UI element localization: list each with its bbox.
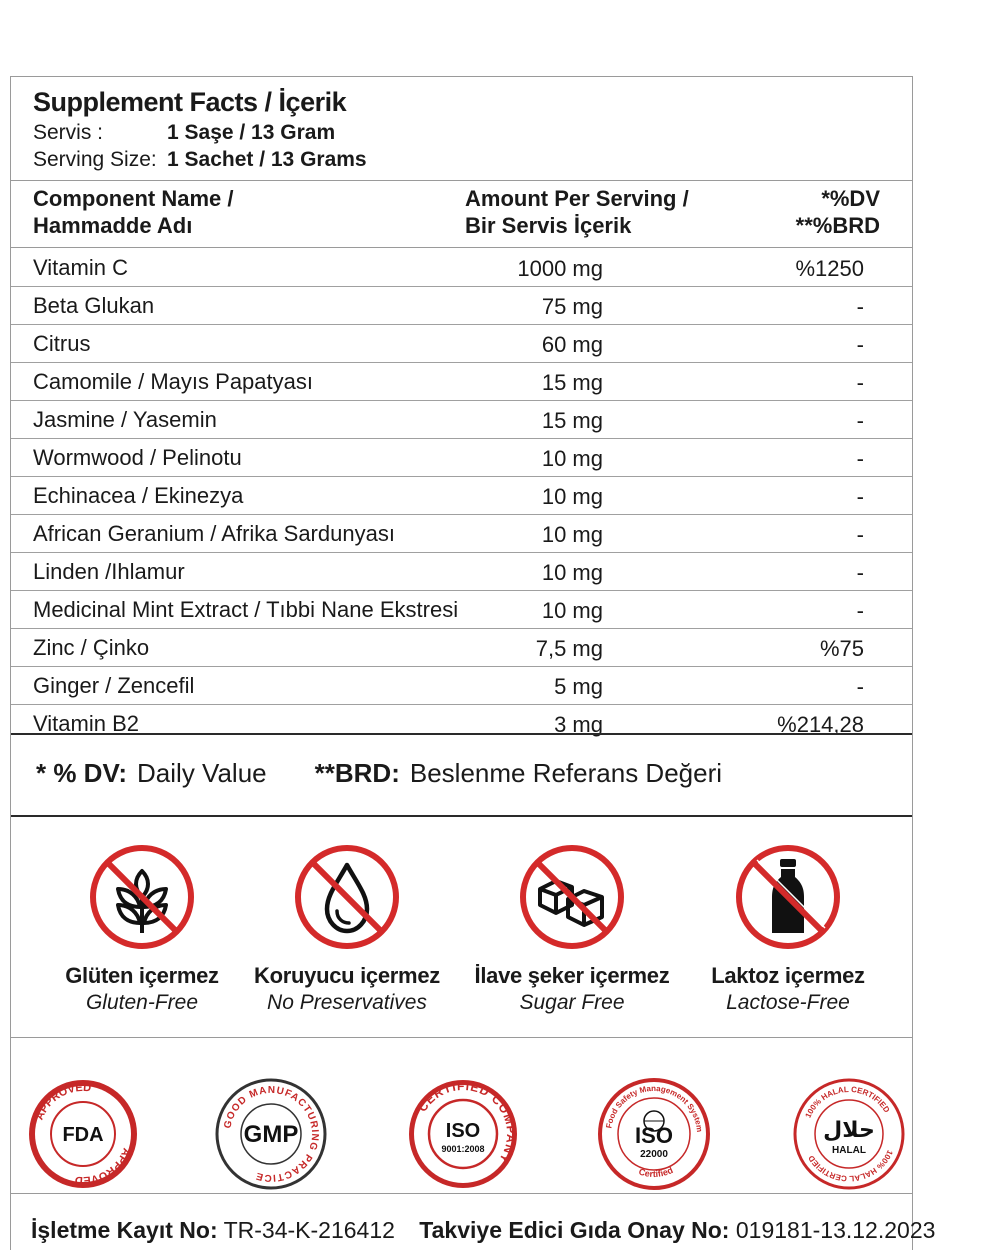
registration-label: İşletme Kayıt No: <box>31 1217 218 1243</box>
ingredient-name: Citrus <box>33 331 91 356</box>
svg-text:APPROVED: APPROVED <box>74 1146 133 1187</box>
table-row <box>11 287 912 325</box>
svg-text:APPROVED: APPROVED <box>33 1081 92 1122</box>
icons-divider <box>11 1037 912 1038</box>
legend-brd <box>315 758 722 789</box>
table-bottom-divider <box>11 733 912 735</box>
ingredient-dv: - <box>856 560 864 585</box>
no-preservatives-label-en: No Preservatives <box>267 991 427 1014</box>
svg-text:ISO: ISO <box>445 1120 481 1142</box>
ingredient-amount: 10 mg <box>541 522 603 547</box>
svg-text:Certified: Certified <box>637 1164 675 1180</box>
approval-value: 019181-13.12.2023 <box>735 1217 936 1243</box>
ingredient-dv: - <box>856 484 864 509</box>
no-preservatives-card <box>237 837 457 1015</box>
free-from-icons <box>11 837 912 1057</box>
column-header-amount-line1: Amount Per Serving / <box>465 186 689 211</box>
table-row <box>11 515 912 553</box>
ingredient-amount: 1000 mg <box>517 256 603 281</box>
svg-text:9001:2008: 9001:2008 <box>441 1144 485 1154</box>
svg-text:CERTIFIED COMPANY: CERTIFIED COMPANY <box>415 1078 519 1167</box>
legend-dv-value: Daily Value <box>137 758 267 788</box>
iso-9001-icon <box>406 1077 520 1191</box>
sugar-free-label-tr: İlave şeker içermez <box>474 963 670 988</box>
table-row <box>11 667 912 705</box>
svg-text:100% HALAL CERTIFIED: 100% HALAL CERTIFIED <box>803 1084 892 1120</box>
svg-text:GMP: GMP <box>243 1121 299 1148</box>
gluten-free-label-en: Gluten-Free <box>85 991 199 1014</box>
halal-icon <box>792 1077 906 1191</box>
svg-text:ISO: ISO <box>635 1123 673 1148</box>
gluten-free-label-tr: Glüten içermez <box>65 963 219 988</box>
ingredient-dv: - <box>856 446 864 471</box>
ingredient-name: Ginger / Zencefil <box>33 673 195 698</box>
supplement-facts-panel <box>10 76 936 1250</box>
ingredient-amount: 10 mg <box>541 598 603 623</box>
header-divider <box>11 180 912 181</box>
no-preservatives-label-tr: Koruyucu içermez <box>254 963 440 988</box>
column-header-name-line1: Component Name / <box>33 186 234 211</box>
no-wheat-icon <box>32 843 252 951</box>
no-milk-bottle-icon <box>678 843 898 951</box>
ingredient-name: Wormwood / Pelinotu <box>33 445 242 470</box>
svg-text:100% HALAL CERTIFIED: 100% HALAL CERTIFIED <box>806 1148 895 1184</box>
column-header-name <box>33 185 233 239</box>
footer <box>31 1217 935 1244</box>
registration-value: TR-34-K-216412 <box>223 1217 395 1243</box>
page-title: Supplement Facts / İçerik <box>33 87 347 117</box>
lactose-free-label-en: Lactose-Free <box>726 991 850 1014</box>
serving-en-label: Serving Size: <box>33 148 157 171</box>
ingredient-name: Linden /Ihlamur <box>33 559 185 584</box>
ingredient-dv: - <box>856 598 864 623</box>
table-row <box>11 477 912 515</box>
table-row <box>11 439 912 477</box>
ingredient-name: Echinacea / Ekinezya <box>33 483 244 508</box>
ingredient-amount: 3 mg <box>554 712 603 737</box>
table-row <box>11 705 912 742</box>
ingredient-amount: 10 mg <box>541 560 603 585</box>
column-header-amount-line2: Bir Servis İçerik <box>465 213 632 238</box>
table-row <box>11 249 912 287</box>
ingredient-name: Vitamin B2 <box>33 711 139 736</box>
ingredient-dv: %214,28 <box>777 712 864 737</box>
serving-tr-label: Servis : <box>33 121 104 144</box>
approval-label: Takviye Edici Gıda Onay No: <box>419 1217 730 1243</box>
ingredient-dv: - <box>856 674 864 699</box>
svg-text:حلال: حلال <box>823 1118 875 1143</box>
ingredient-name: African Geranium / Afrika Sardunyası <box>33 521 395 546</box>
no-drop-icon <box>237 843 457 951</box>
sugar-free-card <box>462 837 682 1015</box>
legend-dv-key: * % DV: <box>36 758 128 788</box>
svg-text:GOOD MANUFACTURING PRACTICE: GOOD MANUFACTURING PRACTICE <box>222 1084 321 1184</box>
svg-text:FDA: FDA <box>62 1124 104 1146</box>
ingredient-amount: 5 mg <box>554 674 603 699</box>
table-row <box>11 629 912 667</box>
ingredient-dv: - <box>856 332 864 357</box>
table-row <box>11 401 912 439</box>
ingredient-name: Jasmine / Yasemin <box>33 407 217 432</box>
ingredient-amount: 75 mg <box>541 294 603 319</box>
legend-brd-key: **BRD: <box>314 758 400 788</box>
table-row <box>11 363 912 401</box>
serving-tr-value: 1 Saşe / 13 Gram <box>167 121 336 144</box>
serving-tr <box>33 119 367 146</box>
legend <box>36 758 770 789</box>
ingredient-amount: 7,5 mg <box>535 636 603 661</box>
serving-en-value: 1 Sachet / 13 Grams <box>167 148 367 171</box>
ingredient-name: Beta Glukan <box>33 293 155 318</box>
svg-text:HALAL: HALAL <box>832 1145 866 1156</box>
table-row <box>11 325 912 363</box>
column-header-name-line2: Hammadde Adı <box>33 213 193 238</box>
ingredient-amount: 10 mg <box>541 484 603 509</box>
column-header-amount <box>465 185 689 239</box>
ingredient-table <box>11 249 912 742</box>
no-sugar-cubes-icon <box>462 843 682 951</box>
ingredient-name: Camomile / Mayıs Papatyası <box>33 369 313 394</box>
legend-brd-value: Beslenme Referans Değeri <box>409 758 723 788</box>
serving-en <box>33 146 367 173</box>
column-header-dv <box>796 185 880 239</box>
gluten-free-card <box>32 837 252 1015</box>
ingredient-amount: 15 mg <box>541 370 603 395</box>
ingredient-dv: - <box>856 294 864 319</box>
ingredient-amount: 10 mg <box>541 446 603 471</box>
ingredient-dv: - <box>856 522 864 547</box>
panel-header <box>33 85 367 173</box>
ingredient-dv: - <box>856 370 864 395</box>
badges-divider <box>11 1193 912 1194</box>
ingredient-dv: %1250 <box>795 256 864 281</box>
svg-text:22000: 22000 <box>640 1149 668 1160</box>
table-row <box>11 591 912 629</box>
ingredient-dv: - <box>856 408 864 433</box>
legend-dv <box>36 758 267 789</box>
ingredient-amount: 60 mg <box>541 332 603 357</box>
column-header-dv-line1: *%DV <box>821 186 880 211</box>
ingredient-amount: 15 mg <box>541 408 603 433</box>
certification-badges <box>11 1057 912 1192</box>
ingredient-name: Zinc / Çinko <box>33 635 150 660</box>
column-header-divider <box>11 247 912 248</box>
ingredient-name: Medicinal Mint Extract / Tıbbi Nane Ekstresi <box>33 597 459 622</box>
legend-divider <box>11 815 912 817</box>
sugar-free-label-en: Sugar Free <box>519 991 625 1014</box>
iso-22000-icon <box>597 1077 711 1191</box>
ingredient-name: Vitamin C <box>33 255 128 280</box>
svg-text:Food Safety Management System: Food Safety Management System <box>604 1083 705 1133</box>
lactose-free-label-tr: Laktoz içermez <box>711 963 865 988</box>
lactose-free-card <box>678 837 898 1015</box>
fda-approved-icon <box>26 1077 140 1191</box>
ingredient-dv: %75 <box>819 636 864 661</box>
table-row <box>11 553 912 591</box>
gmp-icon <box>214 1077 328 1191</box>
column-header-dv-line2: **%BRD <box>795 213 880 238</box>
